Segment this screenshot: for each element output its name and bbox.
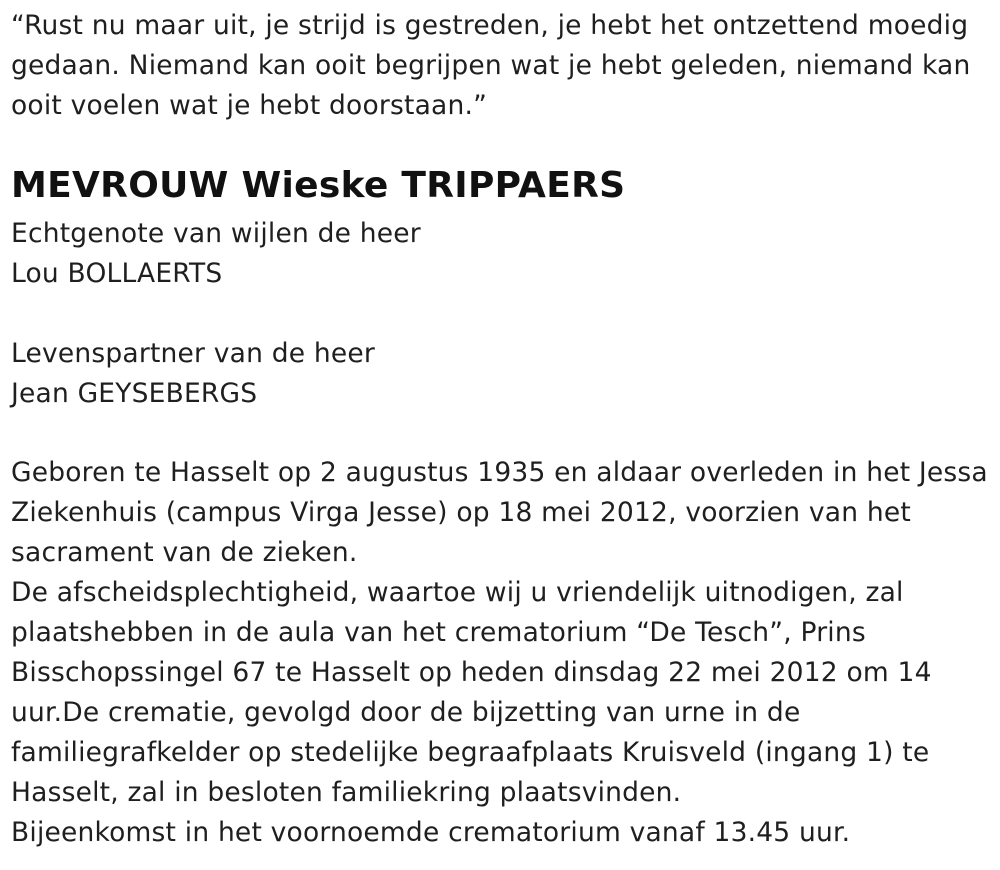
memorial-quote — [11, 6, 981, 126]
spouse-name: Lou BOLLAERTS — [11, 258, 223, 289]
quote-line: gedaan. Niemand kan ooit begrijpen wat je hebt geleden, niemand kan — [11, 50, 971, 81]
details-line: uur.De crematie, gevolgd door de bijzetting van urne in de — [11, 697, 801, 728]
partner-name: Jean GEYSEBERGS — [11, 378, 258, 409]
spouse-relation: Echtgenote van wijlen de heer — [11, 218, 421, 249]
details-line: Hasselt, zal in besloten familiekring plaatsvinden. — [11, 777, 682, 808]
details-line: De afscheidsplechtigheid, waartoe wij u vriendelijk uitnodigen, zal — [11, 577, 904, 608]
details-line: Bisschopssingel 67 te Hasselt op heden dinsdag 22 mei 2012 om 14 — [11, 657, 932, 688]
spouse-block — [11, 214, 421, 294]
details-line: familiegrafkelder op stedelijke begraafplaats Kruisveld (ingang 1) te — [11, 737, 930, 768]
details-line: Ziekenhuis (campus Virga Jesse) op 18 mei 2012, voorzien van het — [11, 497, 911, 528]
quote-line: ooit voelen wat je hebt doorstaan.” — [11, 90, 488, 121]
funeral-details — [11, 453, 986, 853]
partner-block — [11, 334, 375, 414]
details-line: Geboren te Hasselt op 2 augustus 1935 en aldaar overleden in het Jessa — [11, 457, 988, 488]
quote-line: “Rust nu maar uit, je strijd is gestreden, je hebt het ontzettend moedig — [11, 10, 969, 41]
details-line: Bijeenkomst in het voornoemde crematorium vanaf 13.45 uur. — [11, 817, 851, 848]
partner-relation: Levenspartner van de heer — [11, 338, 375, 369]
deceased-name: MEVROUW Wieske TRIPPAERS — [11, 165, 626, 206]
details-line: plaatshebben in de aula van het crematorium “De Tesch”, Prins — [11, 617, 866, 648]
details-line: sacrament van de zieken. — [11, 537, 358, 568]
